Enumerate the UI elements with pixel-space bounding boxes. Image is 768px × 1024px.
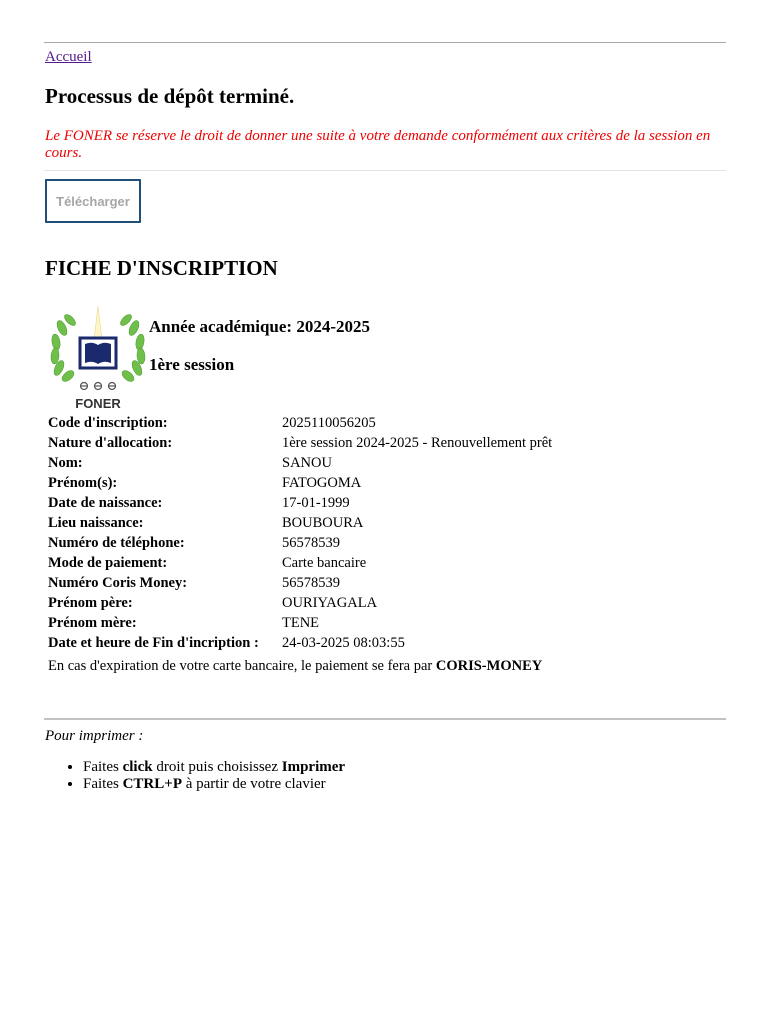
table-row [45, 493, 555, 513]
row-label: Code d'inscription: [48, 415, 168, 431]
top-divider [44, 42, 726, 43]
fiche-title: FICHE D'INSCRIPTION [45, 256, 278, 280]
row-label: Date de naissance: [48, 495, 163, 511]
page-title: Processus de dépôt terminé. [45, 84, 295, 108]
tip-text: droit puis choisissez [152, 759, 282, 775]
table-row [45, 453, 555, 473]
tip-keyword: click [122, 759, 153, 775]
home-link[interactable]: Accueil [45, 49, 92, 65]
foner-logo [48, 300, 148, 412]
print-divider [44, 718, 726, 720]
table-row [45, 613, 555, 633]
tip-keyword: CTRL+P [122, 776, 182, 792]
row-label: Prénom(s): [48, 475, 118, 491]
row-label: Prénom mère: [48, 615, 137, 631]
table-row [45, 413, 555, 433]
registration-details-table [45, 413, 555, 653]
expiry-payment-method: CORIS-MONEY [435, 658, 543, 674]
session-label: 1ère session [149, 355, 235, 374]
row-label: Numéro de téléphone: [48, 535, 185, 551]
row-label: Nom: [48, 455, 83, 471]
row-value: 2025110056205 [282, 415, 376, 431]
tip-text: Faites [83, 759, 123, 775]
list-item [83, 759, 345, 776]
print-instructions-title: Pour imprimer : [45, 728, 144, 744]
list-item [83, 776, 345, 793]
row-value: BOUBOURA [282, 515, 364, 531]
row-label: Numéro Coris Money: [48, 575, 188, 591]
academic-year: Année académique: 2024-2025 [149, 317, 370, 336]
row-label: Nature d'allocation: [48, 435, 173, 451]
row-value: 1ère session 2024-2025 - Renouvellement prêt [282, 435, 553, 451]
table-row [45, 553, 555, 573]
row-value: FATOGOMA [282, 475, 362, 491]
row-label: Date et heure de Fin d'incription : [48, 635, 259, 651]
row-value: 17-01-1999 [282, 495, 350, 511]
row-label: Prénom père: [48, 595, 133, 611]
print-instructions-list [45, 759, 345, 793]
expiry-note [48, 658, 542, 675]
row-value: OURIYAGALA [282, 595, 378, 611]
table-row [45, 473, 555, 493]
row-value: 24-03-2025 08:03:55 [282, 635, 405, 651]
expiry-note-text: En cas d'expiration de votre carte bancaire, le paiement se fera par [48, 658, 436, 674]
tip-text: à partir de votre clavier [181, 776, 326, 792]
notice-divider [44, 170, 726, 171]
table-row [45, 533, 555, 553]
table-row [45, 573, 555, 593]
row-label: Mode de paiement: [48, 555, 168, 571]
table-row [45, 593, 555, 613]
row-value: 56578539 [282, 575, 340, 591]
tip-keyword: Imprimer [281, 759, 346, 775]
tip-text: Faites [83, 776, 123, 792]
row-value: 56578539 [282, 535, 340, 551]
row-value: SANOU [282, 455, 332, 471]
table-row [45, 513, 555, 533]
logo-text: FONER [75, 396, 121, 411]
download-button[interactable]: Télécharger [45, 179, 141, 223]
foner-notice: Le FONER se réserve le droit de donner une suite à votre demande conformément aux critères de la session en cours. [45, 128, 711, 161]
row-value: Carte bancaire [282, 555, 367, 571]
row-value: TENE [282, 615, 320, 631]
row-label: Lieu naissance: [48, 515, 144, 531]
table-row [45, 633, 555, 653]
table-row [45, 433, 555, 453]
